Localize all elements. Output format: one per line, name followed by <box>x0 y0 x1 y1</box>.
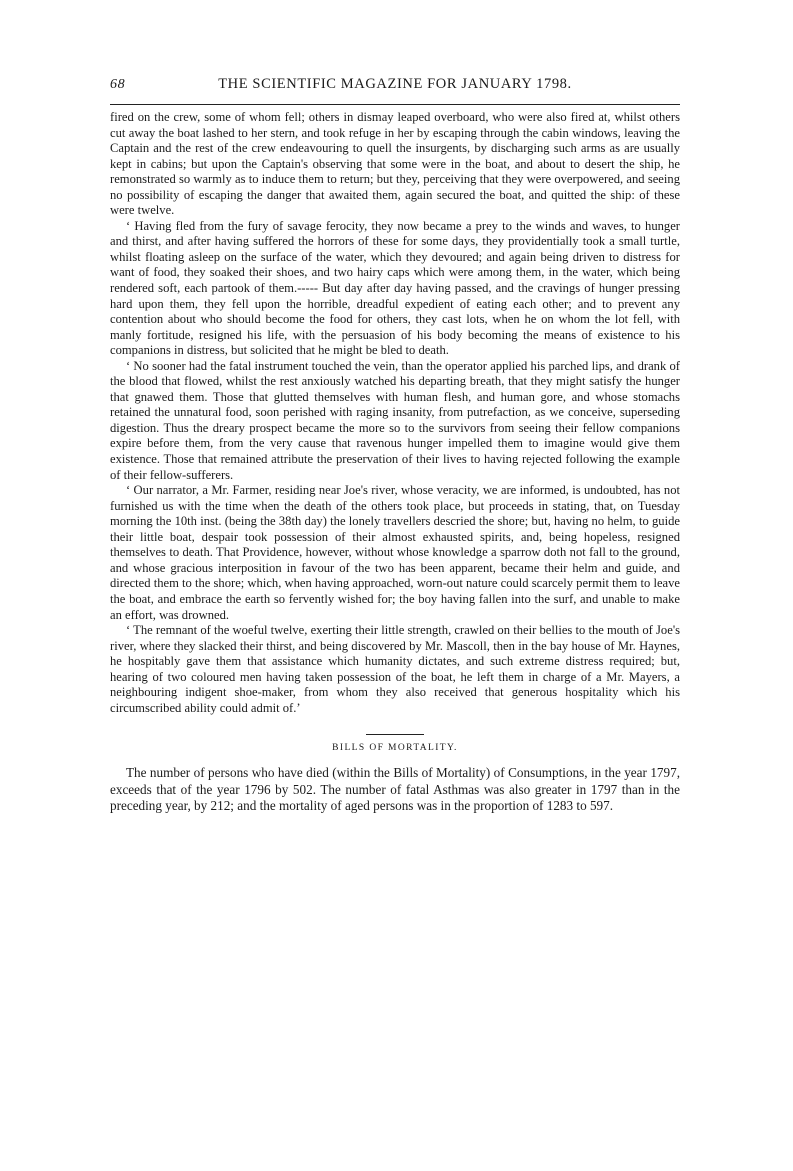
section-divider <box>366 734 424 735</box>
article-paragraph: fired on the crew, some of whom fell; others in dismay leaped overboard, who were also fired at, whilst others cut away the boat lashed to her stern, and took refuge in her by escaping through the cabin windows, leaving the Captain and the rest of the crew endeavouring to quell the insurgents, by discharging such arms as are usually kept in cabins; but upon the Captain's observing that some were in the boat, and about to desert the ship, he remonstrated so warmly as to induce them to return; but they, perceiving that they were overpowered, and seeing no possibility of escaping the danger that awaited them, again secured the boat, and quitted the ship: of these were twelve. <box>110 110 680 218</box>
running-head-title: THE SCIENTIFIC MAGAZINE FOR JANUARY 1798. <box>218 76 572 92</box>
page-number: 68 <box>110 77 126 92</box>
section-paragraph: The number of persons who have died (within the Bills of Mortality) of Consumptions, in the year 1797, exceeds that of the year 1796 by 502. The number of fatal Asthmas was also greater in 1797 than in the preceding year, by 212; and the mortality of aged persons was in the proportion of 1283 to 597. <box>110 765 680 813</box>
article-paragraph: ‘ The remnant of the woeful twelve, exerting their little strength, crawled on their bellies to the mouth of Joe's river, where they slacked their thirst, and being discovered by Mr. Mascoll, then in the bay house of Mr. Haynes, he hospitably gave them that assistance which humanity dictates, and such extreme distress required; but, hearing of two coloured men having taken possession of the boat, he left them in charge of a Mr. Mayers, a neighbouring indigent shoe-maker, from whom they also received that generous hospitality which his circumscribed ability could admit of.’ <box>110 623 680 715</box>
article-paragraph: ‘ No sooner had the fatal instrument touched the vein, than the operator applied his parched lips, and drank of the blood that flowed, whilst the rest anxiously watched his departing breath, that they might satisfy the hunger that gnawed them. Those that glutted themselves with human flesh, and human gore, and whose stomachs retained the unnatural food, soon perished with raging insanity, from putrefaction, as we conceive, superseding digestion. Thus the dreary prospect became the more so to the survivors from seeing their fellow companions expire before them, from the very cause that ravenous hunger impelled them to imagine would give them existence. Those that remained attribute the preservation of their lives to having rejected following the example of their fellow-sufferers. <box>110 358 680 482</box>
magazine-page <box>110 76 680 814</box>
article-paragraph: ‘ Having fled from the fury of savage ferocity, they now became a prey to the winds and waves, to hunger and thirst, and after having suffered the horrors of these for some days, they providentially took a small turtle, whilst floating asleep on the surface of the water, which they devoured; and again being driven to distress for want of food, they soaked their shoes, and two hairy caps which were among them, in the water, which being rendered soft, each partook of them.----- But day after day having passed, and the cravings of hunger pressing hard upon them, they fell upon the horrible, dreadful expedient of eating each other; and to prevent any contention about who should become the food for others, they cast lots, when he on whom the lot fell, with manly fortitude, resigned his life, with the persuasion of his body becoming the means of existence to his companions in distress, but solicited that he might be bled to death. <box>110 218 680 358</box>
section-heading: BILLS OF MORTALITY. <box>332 743 458 754</box>
running-head <box>110 76 680 98</box>
article-body <box>110 110 680 716</box>
article-paragraph: ‘ Our narrator, a Mr. Farmer, residing near Joe's river, whose veracity, we are informed, is undoubted, has not furnished us with the time when the death of the others took place, but proceeds in stating, that, on Tuesday morning the 10th inst. (being the 38th day) the lonely travellers descried the shore; but, having no helm, to guide their little boat, despair took possession of their almost exhausted spirits, and, being hopeless, resigned themselves to death. That Providence, however, without whose knowledge a sparrow doth not fall to the ground, and whose gracious interposition in favour of the two has been apparent, became their helm and guide, and directed them to the shore; which, when having approached, worn-out nature could scarcely permit them to leave the boat, and embrace the earth so fervently wished for; the boy having fallen into the surf, and unable to make an effort, was drowned. <box>110 483 681 622</box>
bills-of-mortality-text <box>110 765 680 814</box>
header-rule <box>110 104 680 105</box>
